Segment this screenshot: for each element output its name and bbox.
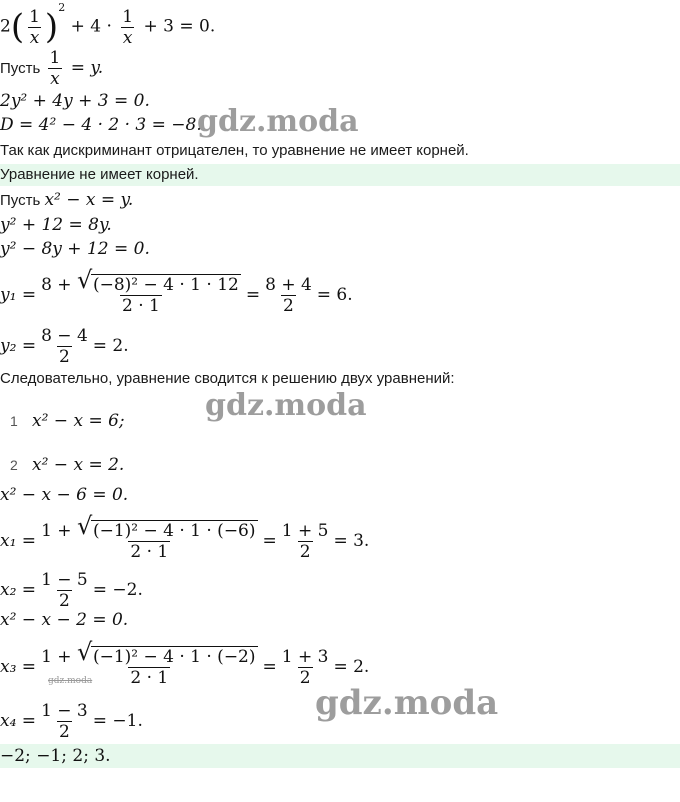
- y2-formula: [0, 322, 680, 370]
- x3-lhs: x₃ =: [0, 657, 37, 677]
- y1-frac2-num: 8 + 4: [265, 274, 312, 295]
- let-label: Пусть: [0, 60, 45, 77]
- equation-c: x² − x − 6 = 0.: [0, 485, 129, 505]
- y2-num: 8 − 4: [41, 325, 88, 346]
- sqrt-x1: √ (−1)² − 4 · 1 · (−6): [76, 512, 256, 541]
- let1-rhs: = y.: [65, 58, 104, 78]
- quadratic-1: 2y² + 4y + 3 = 0.: [0, 91, 150, 111]
- x1-formula: x₁ = 1 + √ (−1)² − 4 · 1 · (−6) 2 · 1 = $\frac{1 + 5}{2}$ = 3.: [0, 512, 370, 562]
- x2-formula: [0, 566, 680, 614]
- eq-sub-tail: + 3 = 0.: [138, 16, 216, 37]
- conclusion-text: Следовательно, уравнение сводится к решению двух уравнений:: [0, 370, 455, 387]
- x2-result: = −2.: [92, 580, 143, 600]
- x2-lhs: x₂ =: [0, 580, 37, 600]
- equation-substitution: 2( $\frac{1}{x}$ )$^2$ + 4 · $\frac{1}{x}$ + 3 = 0.: [0, 1, 216, 48]
- y1-num: 8 +: [41, 275, 77, 295]
- list-number-1: 1: [10, 413, 18, 429]
- x2-fraction: [39, 570, 90, 611]
- list-eq-1: x² − x = 6;: [32, 411, 125, 431]
- x1-fraction-2: [280, 521, 331, 562]
- equation-d: x² − x − 2 = 0.: [0, 610, 129, 630]
- answer-no-roots: Уравнение не имеет корней.: [0, 164, 680, 186]
- watermark-small: gdz.moda: [48, 676, 93, 686]
- x1-lhs: x₁ =: [0, 531, 37, 551]
- x3-fraction-2: [280, 647, 331, 688]
- y2-fraction: [39, 326, 90, 367]
- x1-result: = 3.: [333, 531, 370, 551]
- list-item-2: [0, 454, 680, 476]
- y1-lhs: y₁ =: [0, 285, 37, 305]
- x4-den: 2: [58, 721, 70, 742]
- x3-frac2-num: 1 + 3: [281, 646, 329, 667]
- discriminant: D = 4² − 4 · 2 · 3 = −8.: [0, 115, 202, 135]
- x1-frac2-den: 2: [299, 541, 311, 562]
- sqrt-y1: √ (−8)² − 4 · 1 · 12: [76, 266, 239, 295]
- y1-fraction-2: [263, 275, 314, 316]
- x3-formula: x₃ = 1 + √ (−1)² − 4 · 1 · (−2) 2 · 1 = $\frac{1 + 3}{2}$ = 2.: [0, 638, 370, 688]
- x1-num: 1 +: [41, 521, 77, 541]
- eq-sub-rhs: + 4 ·: [70, 16, 118, 37]
- sqrt-x3: √ (−1)² − 4 · 1 · (−2): [76, 638, 256, 667]
- let-statement-2: [0, 189, 680, 211]
- watermark-logo: gdz.moda: [315, 683, 499, 723]
- x1-radicand: (−1)² − 4 · 1 · (−6): [92, 521, 256, 541]
- let2-expr: x² − x = y.: [44, 190, 134, 210]
- paren-right: ): [44, 7, 59, 48]
- y1-result: = 6.: [316, 285, 353, 305]
- let2-label: Пусть: [0, 192, 45, 209]
- let-statement-1: [0, 46, 680, 90]
- x3-num: 1 +: [41, 647, 77, 667]
- fraction-one-over-x-3: $\frac{1}{x}$: [49, 48, 61, 90]
- coef-two: 2: [0, 16, 11, 37]
- watermark-logo: gdz.moda: [205, 388, 367, 423]
- y2-lhs: y₂ =: [0, 336, 37, 356]
- x4-lhs: x₄ =: [0, 711, 37, 731]
- x3-frac2-den: 2: [299, 667, 311, 688]
- x1-frac2-num: 1 + 5: [281, 520, 329, 541]
- list-eq-2: x² − x = 2.: [32, 455, 125, 475]
- list-number-2: 2: [10, 457, 18, 473]
- fraction-one-over-x: $\frac{1}{x}$: [29, 6, 40, 48]
- paren-left: (: [10, 7, 25, 48]
- x2-den: 2: [58, 590, 70, 611]
- x3-radicand: (−1)² − 4 · 1 · (−2): [92, 647, 256, 667]
- x1-den: 2 · 1: [130, 542, 169, 562]
- equation-b: y² − 8y + 12 = 0.: [0, 239, 150, 259]
- x4-num: 1 − 3: [41, 700, 88, 721]
- watermark-logo: gdz.moda: [197, 104, 359, 139]
- discriminant-text: Так как дискриминант отрицателен, то уравнение не имеет корней.: [0, 142, 469, 159]
- y2-result: = 2.: [92, 336, 129, 356]
- x3-result: = 2.: [333, 657, 370, 677]
- x4-fraction: [39, 701, 90, 742]
- y1-radicand: (−8)² − 4 · 1 · 12: [92, 275, 239, 295]
- y1-den: 2 · 1: [122, 296, 160, 316]
- y1-frac2-den: 2: [283, 295, 294, 316]
- x3-den: 2 · 1: [130, 668, 169, 688]
- final-answer: −2; −1; 2; 3.: [0, 744, 680, 768]
- y2-den: 2: [59, 346, 70, 367]
- equation-a: y² + 12 = 8y.: [0, 215, 112, 235]
- x4-result: = −1.: [92, 711, 143, 731]
- y1-formula: y₁ = 8 + √ (−8)² − 4 · 1 · 12 2 · 1 = $\frac{8 + 4}{2}$ = 6.: [0, 266, 353, 316]
- x2-num: 1 − 5: [41, 569, 88, 590]
- fraction-one-over-x-2: $\frac{1}{x}$: [122, 6, 134, 48]
